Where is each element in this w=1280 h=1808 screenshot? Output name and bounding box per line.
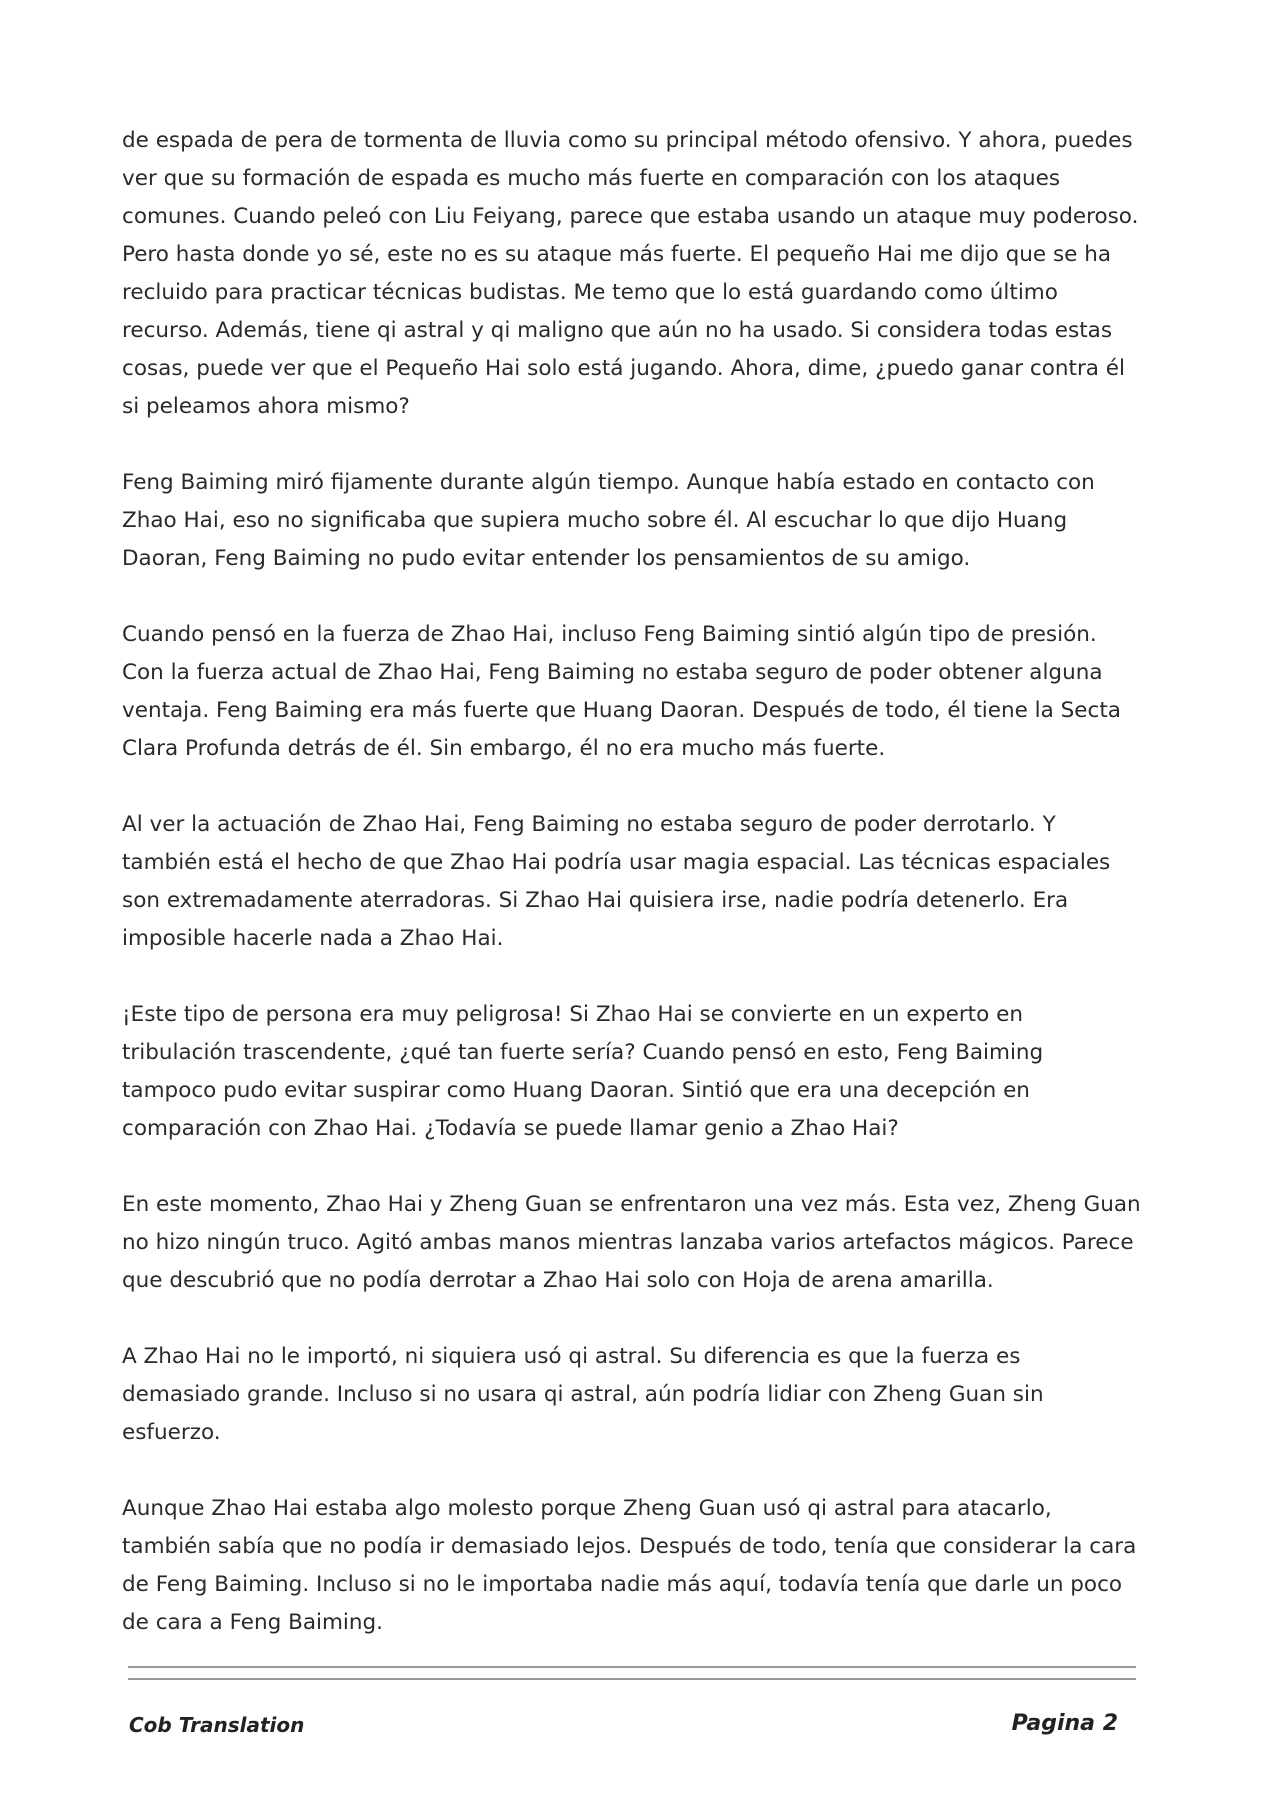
paragraph: En este momento, Zhao Hai y Zheng Guan se enfrentaron una vez más. Esta vez, Zheng Guan no hizo ningún truco. Agitó ambas manos mientras lanzaba varios artefactos mágicos. Parece que descubrió que no podía derrotar a Zhao Hai solo con Hoja de arena amarilla. bbox=[122, 1192, 1141, 1293]
paragraph: Feng Baiming miró fijamente durante algún tiempo. Aunque había estado en contacto con Zhao Hai, eso no significaba que supiera mucho sobre él. Al escuchar lo que dijo Huang Daoran, Feng Baiming no pudo evitar entender los pensamientos de su amigo. bbox=[122, 470, 1095, 571]
paragraph: ¡Este tipo de persona era muy peligrosa! Si Zhao Hai se convierte en un experto en tribulación trascendente, ¿qué tan fuerte sería? Cuando pensó en esto, Feng Baiming tampoco pudo evitar suspirar como Huang Daoran. Sintió que era una decepción en comparación con Zhao Hai. ¿Todavía se puede llamar genio a Zhao Hai? bbox=[122, 1002, 1044, 1141]
paragraph: de espada de pera de tormenta de lluvia como su principal método ofensivo. Y ahora, puedes ver que su formación de espada es mucho más fuerte en comparación con los ataques comunes. Cuando peleó con Liu Feiyang, parece que estaba usando un ataque muy poderoso. Pero hasta donde yo sé, este no es su ataque más fuerte. El pequeño Hai me dijo que se ha recluido para practicar técnicas budistas. Me temo que lo está guardando como último recurso. Además, tiene qi astral y qi maligno que aún no ha usado. Si considera todas estas cosas, puede ver que el Pequeño Hai solo está jugando. Ahora, dime, ¿puedo ganar contra él si peleamos ahora mismo? bbox=[122, 128, 1139, 419]
page-number: Pagina 2 bbox=[1011, 1711, 1118, 1736]
paragraph: Al ver la actuación de Zhao Hai, Feng Baiming no estaba seguro de poder derrotarlo. Y también está el hecho de que Zhao Hai podría usar magia espacial. Las técnicas espaciales son extremadamente aterradoras. Si Zhao Hai quisiera irse, nadie podría detenerlo. Era imposible hacerle nada a Zhao Hai. bbox=[122, 812, 1111, 951]
body-text bbox=[122, 122, 1142, 1680]
footer-rule-top bbox=[128, 1666, 1136, 1668]
paragraph: A Zhao Hai no le importó, ni siquiera usó qi astral. Su diferencia es que la fuerza es demasiado grande. Incluso si no usara qi astral, aún podría lidiar con Zheng Guan sin esfuerzo. bbox=[122, 1344, 1044, 1445]
footer-credit: Cob Translation bbox=[129, 1713, 305, 1737]
footer-rule-bottom bbox=[128, 1678, 1136, 1680]
footer-divider bbox=[128, 1666, 1136, 1680]
paragraph: Aunque Zhao Hai estaba algo molesto porque Zheng Guan usó qi astral para atacarlo, también sabía que no podía ir demasiado lejos. Después de todo, tenía que considerar la cara de Feng Baiming. Incluso si no le importaba nadie más aquí, todavía tenía que darle un poco de cara a Feng Baiming. bbox=[122, 1496, 1137, 1635]
paragraph: Cuando pensó en la fuerza de Zhao Hai, incluso Feng Baiming sintió algún tipo de presión. Con la fuerza actual de Zhao Hai, Feng Baiming no estaba seguro de poder obtener alguna ventaja. Feng Baiming era más fuerte que Huang Daoran. Después de todo, él tiene la Secta Clara Profunda detrás de él. Sin embargo, él no era mucho más fuerte. bbox=[122, 622, 1121, 761]
